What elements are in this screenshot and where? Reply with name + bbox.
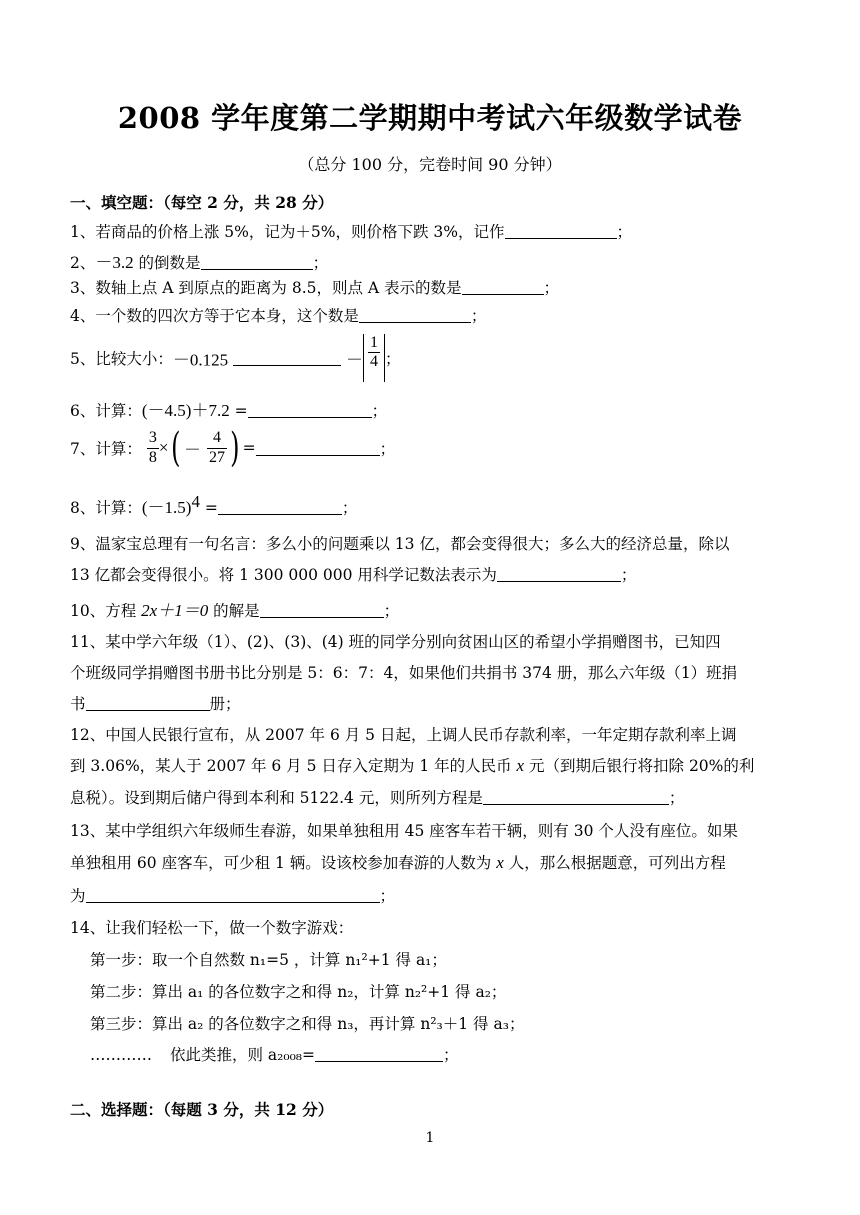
question-14-step-3: 第三步：算出 a₂ 的各位数字之和得 n₃，再计算 n²₃＋1 得 a₃； — [90, 1015, 525, 1033]
punct: ； — [371, 402, 388, 420]
question-13-line-1: 13、某中学组织六年级师生春游，如果单独租用 45 座客车若干辆，则有 30 个人没有座位。如果 — [70, 822, 738, 840]
question-12-line-3 — [70, 786, 684, 808]
answer-blank — [359, 307, 471, 324]
answer-blank — [260, 602, 384, 619]
question-11-line-2: 个班级同学捐赠图书册书比分别是 5：6：7：4，如果他们共捐书 374 册，那么六年级（1）班捐 — [70, 664, 738, 682]
section-heading-fill-in: 一、填空题：（每空 2 分，共 28 分） — [70, 193, 334, 212]
equals-sign: = — [234, 402, 248, 420]
question-number: 2、 — [70, 254, 96, 272]
question-13-line-2 — [70, 851, 726, 873]
math-expression: (－4.5)＋7.2 — [141, 401, 230, 420]
times-sign: × — [158, 438, 169, 457]
question-13-line-3 — [70, 884, 395, 906]
denominator: 27 — [209, 448, 226, 466]
question-14-step-4 — [90, 1043, 459, 1065]
answer-blank — [86, 887, 380, 904]
question-14-step-1: 第一步：取一个自然数 n₁=5 ，计算 n₁²+1 得 a₁； — [90, 951, 447, 969]
left-paren: ( — [171, 425, 181, 471]
page-title: 2008 学年度第二学期期中考试六年级数学试卷 — [117, 101, 743, 135]
question-9-line-1: 9、温家宝总理有一句名言：多么小的问题乘以 13 亿，都会变得很大；多么大的经济总量，除以 — [70, 535, 730, 553]
numerator: 1 — [368, 334, 380, 353]
question-text: 元（到期后银行将扣除 20%的利 — [524, 757, 755, 775]
question-9-line-2 — [70, 563, 636, 585]
absolute-value — [363, 334, 385, 382]
punct: ； — [341, 499, 358, 518]
question-text: 5、比较大小： — [70, 350, 173, 368]
question-text: 10、方程 — [70, 602, 142, 620]
answer-blank — [248, 402, 372, 419]
question-5 — [70, 334, 401, 382]
numerator: 3 — [147, 429, 159, 448]
punct: ； — [383, 602, 400, 620]
question-7 — [70, 425, 396, 471]
question-6 — [70, 396, 387, 421]
question-10 — [70, 596, 399, 621]
question-12-line-2 — [70, 754, 754, 776]
question-11-line-1: 11、某中学六年级（1）、(2)、(3)、(4) 班的同学分别向贫困山区的希望小学捐赠图书，已知四 — [70, 633, 721, 651]
question-text: 6、计算： — [70, 402, 142, 420]
variable: x — [516, 756, 525, 775]
question-14-intro: 14、让我们轻松一下，做一个数字游戏： — [70, 919, 354, 937]
punct: ； — [668, 789, 685, 807]
question-text: 3、数轴上点 A 到原点的距离为 8.5，则点 A 表示的数是 — [70, 279, 462, 297]
variable: x — [496, 853, 504, 872]
answer-blank — [315, 1046, 443, 1063]
answer-blank — [86, 695, 210, 712]
punct: ； — [379, 440, 396, 458]
punct: ； — [470, 307, 487, 325]
question-3 — [70, 276, 559, 298]
punct: ； — [312, 254, 329, 272]
punct: ； — [379, 887, 396, 905]
question-text: 息税）。设到期后储户得到本利和 5122.4 元，则所列方程是 — [70, 789, 483, 807]
equals-sign: = — [242, 439, 256, 457]
question-text: 书 — [70, 695, 86, 713]
question-text: 13 亿都会变得很小。将 1 300 000 000 用科学记数法表示为 — [70, 566, 497, 584]
punct: 册； — [209, 695, 241, 713]
punct: ； — [385, 350, 401, 368]
answer-blank — [233, 350, 341, 367]
math-expression: －3.2 — [95, 253, 134, 272]
numerator: 4 — [207, 429, 227, 448]
question-text: 到 3.06%，某人于 2007 年 6 月 5 日存入定期为 1 年的人民币 — [70, 757, 517, 775]
question-11-line-3 — [70, 692, 241, 714]
negative-sign: － — [346, 350, 363, 370]
punct: ； — [443, 1046, 459, 1064]
question-14-step-2: 第二步：算出 a₁ 的各位数字之和得 n₂，计算 n₂²+1 得 a₂； — [90, 983, 507, 1001]
equals-sign: = — [204, 499, 218, 518]
question-4 — [70, 304, 486, 326]
denominator: 8 — [148, 448, 157, 466]
question-text: 的解是 — [208, 602, 260, 620]
question-text: 1、若商品的价格上涨 5%，记为＋5%，则价格下跌 3%，记作 — [70, 223, 505, 241]
math-expression: －0.125 — [172, 350, 229, 370]
punct: ； — [620, 566, 637, 584]
answer-blank — [497, 566, 621, 583]
question-text: 的倒数是 — [133, 254, 201, 272]
punct: ； — [543, 279, 560, 297]
question-8 — [70, 492, 357, 518]
answer-blank — [505, 223, 617, 240]
right-paren: ) — [230, 425, 240, 471]
question-1 — [70, 220, 632, 242]
page-number: 1 — [425, 1130, 435, 1146]
math-expression: 2x＋1＝0 — [141, 601, 209, 620]
question-2 — [70, 248, 328, 273]
answer-blank — [483, 789, 669, 806]
question-text: 单独租用 60 座客车，可少租 1 辆。设该校参加春游的人数为 — [70, 854, 497, 872]
question-text: 人，那么根据题意，可列出方程 — [503, 854, 726, 872]
question-text: 8、计算： — [70, 499, 142, 518]
punct: ； — [616, 223, 633, 241]
negative-sign: － — [184, 440, 202, 460]
denominator: 4 — [370, 353, 378, 371]
ellipsis: ………… — [90, 1046, 152, 1064]
exponent: 4 — [191, 492, 200, 511]
answer-blank — [462, 279, 544, 296]
question-text: 依此类推，则 a₂₀₀₈= — [170, 1046, 316, 1064]
answer-blank — [256, 440, 380, 457]
page-subtitle: （总分 100 分，完卷时间 90 分钟） — [298, 155, 562, 174]
question-12-line-1: 12、中国人民银行宣布，从 2007 年 6 月 5 日起，上调人民币存款利率，一年定期存款利率上调 — [70, 726, 737, 744]
question-text: 4、一个数的四次方等于它本身，这个数是 — [70, 307, 359, 325]
answer-blank — [201, 254, 313, 271]
question-text: 为 — [70, 887, 86, 905]
section-heading-multiple-choice: 二、选择题：（每题 3 分，共 12 分） — [70, 1100, 334, 1119]
answer-blank — [218, 499, 342, 516]
question-text: 7、计算： — [70, 440, 142, 458]
math-expression: (－1.5) — [141, 498, 192, 518]
